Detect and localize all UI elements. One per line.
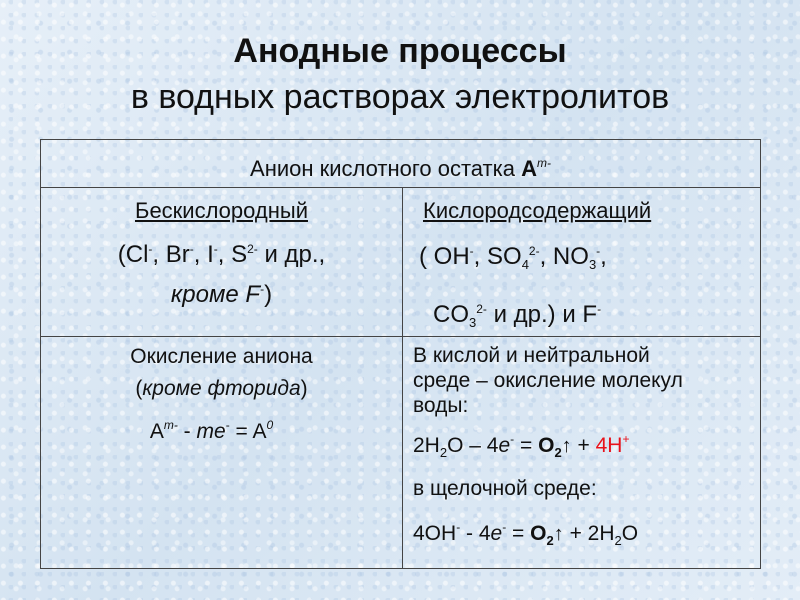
eq-me-charge: - xyxy=(225,418,230,432)
cell-anion-oxidation xyxy=(41,341,402,448)
header-symbol: A xyxy=(521,156,537,181)
ion-oh: ( OH xyxy=(419,243,470,270)
anion-oxidation-equation xyxy=(21,409,402,448)
up-arrow-icon: ↑ xyxy=(561,435,572,457)
oxygen-containing-line-1 xyxy=(419,234,761,282)
except-close: ) xyxy=(264,281,273,308)
alkaline-equation xyxy=(413,510,757,558)
eq-me: me xyxy=(196,420,226,443)
eq-a-charge: m- xyxy=(163,418,178,432)
anion-oxidation-line-1: Окисление аниона xyxy=(130,345,313,368)
eq2-minus: - 4 xyxy=(460,522,491,545)
eq1-e-charge: - xyxy=(510,432,515,446)
paren-open: ( xyxy=(135,377,143,400)
oxygen-free-ions xyxy=(41,232,402,272)
eq-equals: = A xyxy=(229,420,267,443)
eq2-e-charge: - xyxy=(502,520,507,534)
except-f: кроме F xyxy=(170,281,261,308)
ion-co3-index: 3 xyxy=(469,315,477,330)
except-f-charge: - xyxy=(260,282,265,296)
acidic-equation xyxy=(413,422,757,470)
eq1-e: e xyxy=(498,434,511,457)
up-arrow-icon: ↑ xyxy=(553,523,564,545)
except-fluoride: кроме фторида xyxy=(142,377,301,400)
ion-so4-charge: 2- xyxy=(528,244,540,258)
oxygen-containing-heading: Кислородсодержащий xyxy=(423,198,652,223)
ion-br: , Br xyxy=(152,241,190,268)
eq2-2h: + 2H xyxy=(563,522,615,545)
ion-i: , I xyxy=(193,241,214,268)
eq1-h2: 2H xyxy=(413,434,440,457)
ion-i-charge: - xyxy=(213,242,218,256)
ion-rest: и др., xyxy=(257,241,326,268)
cell-oxygen-containing xyxy=(403,196,761,340)
ion-oh-charge: - xyxy=(469,244,474,258)
water-oxidation-line-1: В кислой и нейтральной xyxy=(413,344,650,367)
ion-s: , S xyxy=(217,241,248,268)
eq1-equals: = xyxy=(514,434,539,457)
eq2-o2-index: 2 xyxy=(546,533,554,548)
water-oxidation-line-2: среде – окисление молекул xyxy=(413,369,683,392)
header-symbol-sup: m- xyxy=(536,156,551,170)
ion-f-charge: - xyxy=(597,302,602,316)
ion-so4: , SO xyxy=(473,243,522,270)
anion-oxidation-line-2 xyxy=(41,373,402,405)
ion-line1-end: , xyxy=(600,243,607,270)
title-line-1: Анодные процессы xyxy=(233,32,567,70)
title-line-2: в водных растворах электролитов xyxy=(130,78,670,116)
ion-no3: , NO xyxy=(539,243,589,270)
eq2-h2-index: 2 xyxy=(614,533,622,548)
ion-br-charge: - xyxy=(189,242,194,256)
cell-oxygen-free xyxy=(41,196,402,312)
anode-process-table xyxy=(40,139,761,569)
eq2-o: O xyxy=(621,522,639,545)
eq2-oh-charge: - xyxy=(456,520,461,534)
eq2-e: e xyxy=(490,522,503,545)
eq1-4h: 4H xyxy=(595,434,623,457)
water-oxidation-line-3: воды: xyxy=(413,394,469,417)
ion-cl-charge: - xyxy=(148,242,153,256)
table-header xyxy=(41,140,760,188)
ion-no3-charge: - xyxy=(596,244,601,258)
paren-close: ) xyxy=(300,377,308,400)
ion-line2-rest: и др.) и F xyxy=(486,301,598,328)
water-oxidation-text xyxy=(413,343,757,418)
ion-co3: CO xyxy=(433,301,469,328)
cell-water-oxidation xyxy=(413,343,757,558)
eq1-o2-index: 2 xyxy=(554,445,562,460)
ion-so4-index: 4 xyxy=(521,257,529,272)
header-text: Анион кислотного остатка xyxy=(250,156,522,181)
eq2-4oh: 4OH xyxy=(413,522,457,545)
eq1-4h-charge: + xyxy=(622,432,630,446)
eq2-equals: = xyxy=(506,522,531,545)
ion-no3-index: 3 xyxy=(588,257,597,272)
eq1-plus: + xyxy=(571,434,596,457)
eq1-o: O – 4 xyxy=(447,434,499,457)
eq1-o2: O xyxy=(538,434,555,457)
eq-zero: 0 xyxy=(266,418,274,432)
alkaline-label: в щелочной среде: xyxy=(413,477,597,500)
eq2-o2: O xyxy=(530,522,547,545)
ion-co3-charge: 2- xyxy=(476,302,487,316)
oxygen-free-except xyxy=(41,272,402,312)
oxygen-free-heading: Бескислородный xyxy=(135,198,308,223)
ion-cl: (Cl xyxy=(117,241,149,268)
ion-s-charge: 2- xyxy=(247,242,258,256)
eq1-h2-index: 2 xyxy=(439,445,448,460)
eq-a: A xyxy=(149,420,164,443)
oxygen-containing-line-2 xyxy=(433,292,761,340)
slide-title xyxy=(0,28,800,120)
eq-minus: - xyxy=(177,420,197,443)
